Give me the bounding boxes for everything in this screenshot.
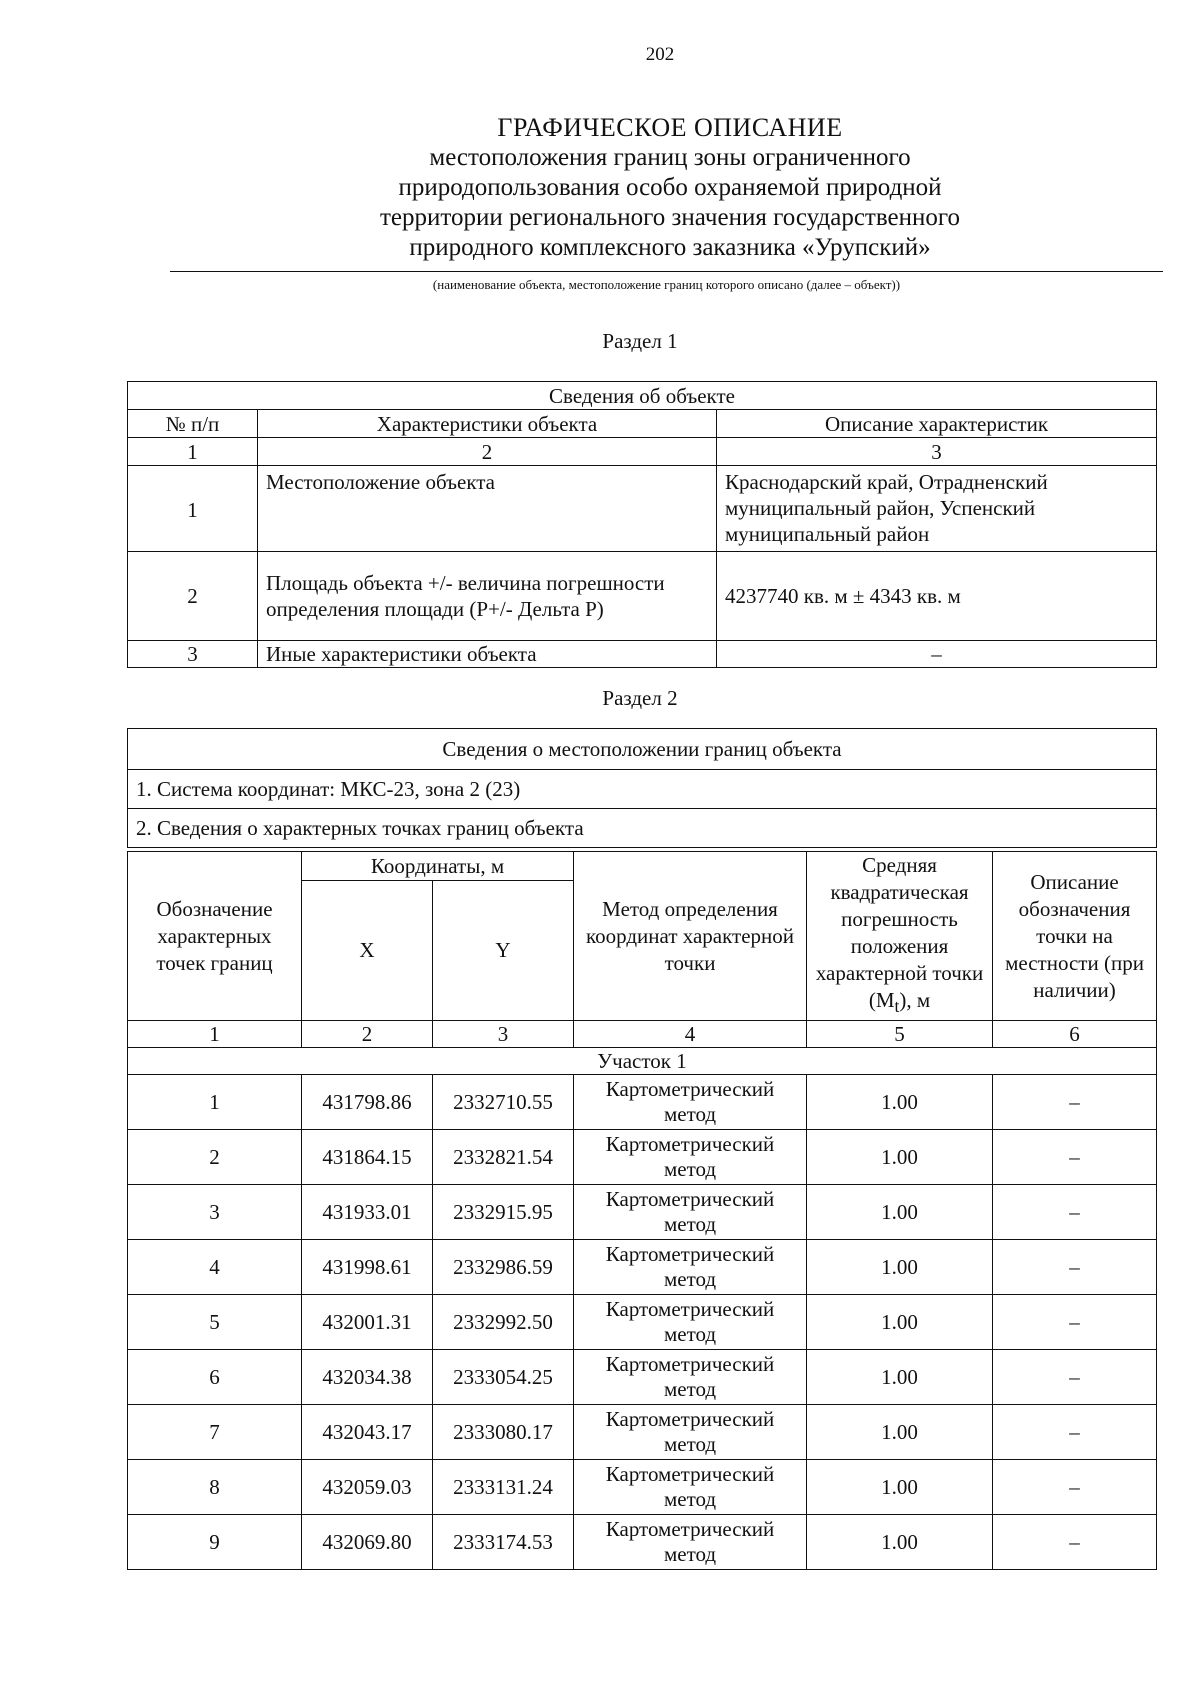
row-number: 1	[128, 466, 258, 552]
section1-title: Раздел 1	[602, 329, 678, 353]
coord-y: 2332992.50	[433, 1295, 574, 1350]
point-description: –	[993, 1185, 1157, 1240]
column-header: Метод определения координат характерной точки	[574, 852, 807, 1021]
coord-x: 432001.31	[302, 1295, 433, 1350]
characteristic-description: 4237740 кв. м ± 4343 кв. м	[717, 552, 1157, 641]
coord-y: 2333080.17	[433, 1405, 574, 1460]
point-description: –	[993, 1405, 1157, 1460]
page-number: 202	[645, 44, 675, 65]
coord-y: 2332986.59	[433, 1240, 574, 1295]
table-title: Сведения о местоположении границ объекта	[128, 729, 1157, 770]
table-row	[128, 1185, 1157, 1240]
column-number: 5	[807, 1021, 993, 1048]
point-description: –	[993, 1460, 1157, 1515]
column-header: Обозначение характерных точек границ	[128, 852, 302, 1021]
point-number: 8	[128, 1460, 302, 1515]
method: Картометрический метод	[574, 1460, 807, 1515]
method: Картометрический метод	[574, 1350, 807, 1405]
object-info-table	[127, 381, 1157, 668]
error-header-subscript: t	[894, 996, 900, 1017]
point-number: 6	[128, 1350, 302, 1405]
mean-error: 1.00	[807, 1295, 993, 1350]
column-number: 3	[717, 438, 1157, 466]
column-number: 2	[302, 1021, 433, 1048]
boundary-points-table	[127, 851, 1157, 1570]
column-header	[807, 852, 993, 1021]
mean-error: 1.00	[807, 1240, 993, 1295]
column-header: Описание характеристик	[717, 410, 1157, 438]
mean-error: 1.00	[807, 1350, 993, 1405]
title-main: ГРАФИЧЕСКОЕ ОПИСАНИЕ	[497, 113, 843, 142]
column-header: Координаты, м	[302, 852, 574, 881]
coord-x: 431998.61	[302, 1240, 433, 1295]
table-row	[128, 466, 1157, 552]
table-row	[128, 1295, 1157, 1350]
method: Картометрический метод	[574, 1075, 807, 1130]
table-row	[128, 1515, 1157, 1570]
coord-x: 432043.17	[302, 1405, 433, 1460]
characteristic-name: Местоположение объекта	[258, 466, 717, 552]
point-description: –	[993, 1515, 1157, 1570]
mean-error: 1.00	[807, 1075, 993, 1130]
method: Картометрический метод	[574, 1185, 807, 1240]
coord-y: 2333174.53	[433, 1515, 574, 1570]
method: Картометрический метод	[574, 1295, 807, 1350]
point-number: 4	[128, 1240, 302, 1295]
title-caption: (наименование объекта, местоположение границ которого описано (далее – объект))	[432, 277, 901, 292]
point-description: –	[993, 1295, 1157, 1350]
mean-error: 1.00	[807, 1130, 993, 1185]
column-header: Характеристики объекта	[258, 410, 717, 438]
mean-error: 1.00	[807, 1515, 993, 1570]
point-description: –	[993, 1130, 1157, 1185]
method: Картометрический метод	[574, 1240, 807, 1295]
column-number: 3	[433, 1021, 574, 1048]
column-number: 1	[128, 438, 258, 466]
plot-label: Участок 1	[128, 1048, 1157, 1075]
points-section-title: 2. Сведения о характерных точках границ объекта	[128, 809, 1157, 848]
title-line: природного комплексного заказника «Урупский»	[409, 234, 931, 261]
point-number: 5	[128, 1295, 302, 1350]
title-line: местоположения границ зоны ограниченного	[429, 144, 911, 171]
coord-y: 2333054.25	[433, 1350, 574, 1405]
point-number: 2	[128, 1130, 302, 1185]
coord-x: 432069.80	[302, 1515, 433, 1570]
method: Картометрический метод	[574, 1515, 807, 1570]
table-row	[128, 1130, 1157, 1185]
point-description: –	[993, 1350, 1157, 1405]
error-header-suffix: ), м	[899, 988, 931, 1012]
column-header: Описание обозначения точки на местности (при наличии)	[993, 852, 1157, 1021]
title-underline	[170, 271, 1163, 272]
mean-error: 1.00	[807, 1460, 993, 1515]
document-title	[170, 113, 1170, 263]
table-title: Сведения об объекте	[128, 382, 1157, 410]
mean-error: 1.00	[807, 1185, 993, 1240]
row-number: 2	[128, 552, 258, 641]
coord-y: 2332821.54	[433, 1130, 574, 1185]
section2-title: Раздел 2	[602, 686, 678, 710]
row-number: 3	[128, 641, 258, 668]
characteristic-name: Иные характеристики объекта	[258, 641, 717, 668]
coord-x: 431798.86	[302, 1075, 433, 1130]
point-description: –	[993, 1075, 1157, 1130]
title-line: природопользования особо охраняемой природной	[398, 174, 942, 201]
method: Картометрический метод	[574, 1405, 807, 1460]
coord-y: 2332710.55	[433, 1075, 574, 1130]
characteristic-description: Краснодарский край, Отрадненский муниципальный район, Успенский муниципальный район	[717, 466, 1157, 552]
characteristic-description: –	[717, 641, 1157, 668]
coord-x: 432034.38	[302, 1350, 433, 1405]
point-description: –	[993, 1240, 1157, 1295]
coord-x: 431864.15	[302, 1130, 433, 1185]
table-row	[128, 641, 1157, 668]
method: Картометрический метод	[574, 1130, 807, 1185]
coord-y: 2333131.24	[433, 1460, 574, 1515]
coordinate-system: 1. Система координат: МКС-23, зона 2 (23)	[128, 770, 1157, 809]
coord-x: 431933.01	[302, 1185, 433, 1240]
point-number: 9	[128, 1515, 302, 1570]
column-number: 2	[258, 438, 717, 466]
table-row	[128, 1075, 1157, 1130]
column-number: 6	[993, 1021, 1157, 1048]
point-number: 3	[128, 1185, 302, 1240]
column-number: 1	[128, 1021, 302, 1048]
table-row	[128, 1350, 1157, 1405]
location-header-table	[127, 728, 1157, 848]
coord-x: 432059.03	[302, 1460, 433, 1515]
title-line: территории регионального значения государственного	[379, 204, 961, 231]
error-header-text: Средняя квадратическая погрешность положения характерной точки (M	[815, 853, 984, 1012]
column-number: 4	[574, 1021, 807, 1048]
table-row	[128, 1240, 1157, 1295]
characteristic-name: Площадь объекта +/- величина погрешности определения площади (P+/- Дельта P)	[258, 552, 717, 641]
mean-error: 1.00	[807, 1405, 993, 1460]
point-number: 7	[128, 1405, 302, 1460]
coord-y: 2332915.95	[433, 1185, 574, 1240]
table-row	[128, 1405, 1157, 1460]
column-header: Y	[433, 881, 574, 1021]
table-row	[128, 552, 1157, 641]
table-row	[128, 1460, 1157, 1515]
point-number: 1	[128, 1075, 302, 1130]
column-header: X	[302, 881, 433, 1021]
column-header: № п/п	[128, 410, 258, 438]
